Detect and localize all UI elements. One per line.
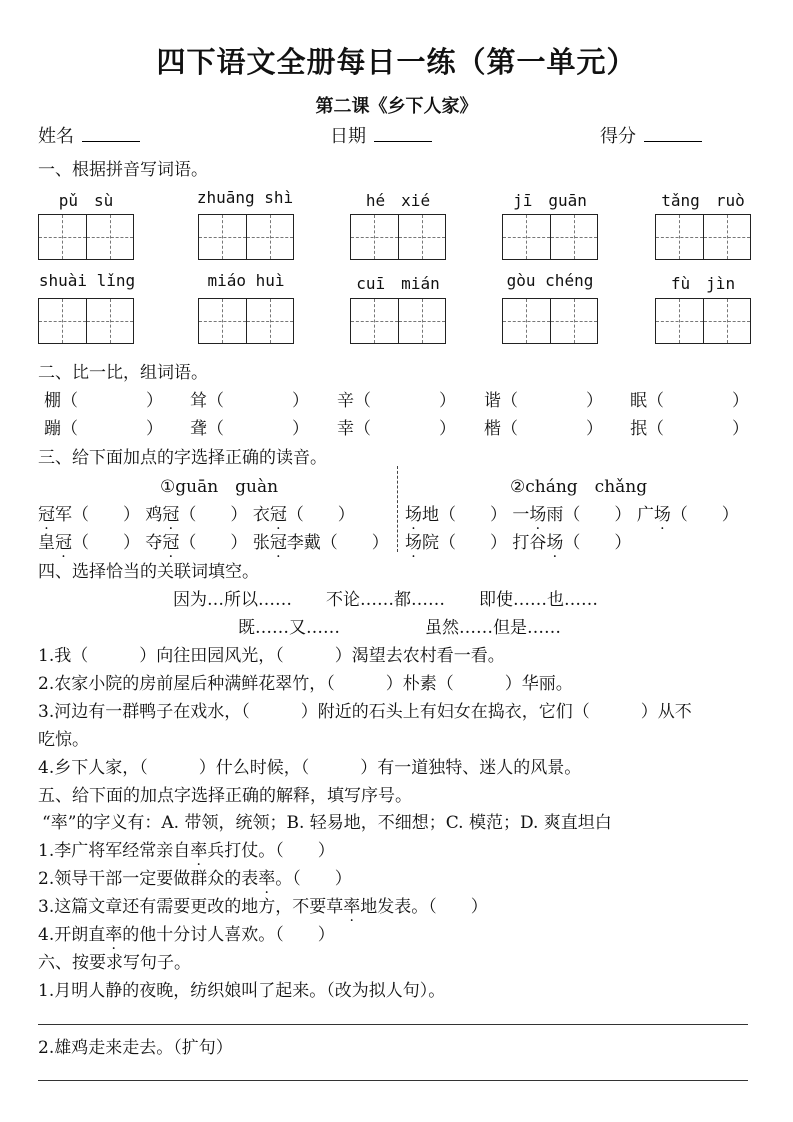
- fill-question[interactable]: 1.我（ ）向往田园风光，（ ）渴望去农村看一看。: [38, 646, 505, 666]
- answer-line[interactable]: [38, 1080, 748, 1081]
- reading-item-row[interactable]: 场地（ ） 一场雨（ ） 广场（ ）: [405, 505, 739, 525]
- compare-item[interactable]: 耸（ ）: [190, 391, 309, 411]
- pinyin-label: pǔ sù: [58, 191, 114, 210]
- fill-question[interactable]: 4.乡下人家，（ ）什么时候，（ ）有一道独特、迷人的风景。: [38, 758, 582, 778]
- conjunction-options: 既……又…… 虽然……但是……: [238, 618, 561, 638]
- reading-item-row[interactable]: 场院（ ） 打谷场（ ）: [405, 533, 632, 553]
- score-field[interactable]: 得分: [600, 122, 702, 148]
- lesson-subtitle: 第二课《乡下人家》: [315, 96, 478, 117]
- answer-line[interactable]: [38, 1024, 748, 1025]
- compare-item[interactable]: 眠（ ）: [630, 391, 749, 411]
- section-6-heading: 六、按要求写句子。: [38, 953, 191, 973]
- definition-list: “率”的字义有：A. 带领，统领；B. 轻易地，不细想；C. 模范；D. 爽直坦白: [42, 813, 612, 833]
- pinyin-label: hé xié: [365, 191, 431, 210]
- writing-grid[interactable]: [502, 298, 598, 344]
- pinyin-label: cuī mián: [356, 274, 440, 293]
- name-field[interactable]: 姓名: [38, 122, 140, 148]
- column-divider: [397, 466, 398, 552]
- section-3-heading: 三、给下面加点的字选择正确的读音。: [38, 448, 327, 468]
- writing-grid[interactable]: [350, 298, 446, 344]
- meaning-question[interactable]: 2.领导干部一定要做群众的表率。（ ）: [38, 869, 352, 889]
- reading-options-left: ①guān guàn: [160, 477, 279, 497]
- compare-item[interactable]: 辛（ ）: [337, 391, 456, 411]
- meaning-question[interactable]: 1.李广将军经常亲自率兵打仗。（ ）: [38, 841, 335, 861]
- writing-grid[interactable]: [502, 214, 598, 260]
- pinyin-label: miáo huì: [207, 271, 285, 290]
- reading-options-right: ②cháng chǎng: [510, 477, 648, 497]
- writing-grid[interactable]: [38, 214, 134, 260]
- meaning-question[interactable]: 3.这篇文章还有需要更改的地方，不要草率地发表。（ ）: [38, 897, 488, 917]
- pinyin-label: gòu chéng: [506, 271, 594, 290]
- compare-item[interactable]: 聋（ ）: [190, 419, 309, 439]
- pinyin-label: shuài lǐng: [38, 271, 136, 290]
- compare-item[interactable]: 谐（ ）: [484, 391, 603, 411]
- section-1-heading: 一、根据拼音写词语。: [38, 160, 208, 180]
- compare-item[interactable]: 棚（ ）: [44, 391, 163, 411]
- section-4-heading: 四、选择恰当的关联词填空。: [38, 562, 259, 582]
- compare-item[interactable]: 楷（ ）: [484, 419, 603, 439]
- pinyin-label: jī guān: [513, 191, 587, 210]
- writing-grid[interactable]: [38, 298, 134, 344]
- writing-grid[interactable]: [655, 214, 751, 260]
- section-5-heading: 五、给下面的加点字选择正确的解释，填写序号。: [38, 786, 412, 806]
- compare-item[interactable]: 抿（ ）: [630, 419, 749, 439]
- pinyin-label: fù jìn: [670, 274, 736, 293]
- section-2-heading: 二、比一比，组词语。: [38, 363, 208, 383]
- pinyin-label: zhuāng shì: [196, 188, 294, 207]
- sentence-question: 2.雄鸡走来走去。（扩句）: [38, 1038, 233, 1058]
- sentence-question: 1.月明人静的夜晚，纺织娘叫了起来。（改为拟人句）。: [38, 981, 446, 1001]
- conjunction-options: 因为…所以…… 不论……都…… 即使……也……: [173, 590, 598, 610]
- fill-question-continued: 吃惊。: [38, 730, 89, 750]
- fill-question[interactable]: 2.农家小院的房前屋后种满鲜花翠竹，（ ）朴素（ ）华丽。: [38, 674, 573, 694]
- pinyin-label: tǎng ruò: [661, 191, 745, 210]
- compare-item[interactable]: 幸（ ）: [337, 419, 456, 439]
- writing-grid[interactable]: [198, 298, 294, 344]
- page-title: 四下语文全册每日一练（第一单元）: [156, 45, 637, 79]
- compare-item[interactable]: 蹦（ ）: [44, 419, 163, 439]
- writing-grid[interactable]: [350, 214, 446, 260]
- writing-grid[interactable]: [655, 298, 751, 344]
- meaning-question[interactable]: 4.开朗直率的他十分讨人喜欢。（ ）: [38, 925, 335, 945]
- date-field[interactable]: 日期: [330, 122, 432, 148]
- reading-item-row[interactable]: 皇冠（ ） 夺冠（ ） 张冠李戴（ ）: [38, 533, 389, 553]
- fill-question[interactable]: 3.河边有一群鸭子在戏水，（ ）附近的石头上有妇女在捣衣，它们（ ）从不: [38, 702, 692, 722]
- writing-grid[interactable]: [198, 214, 294, 260]
- reading-item-row[interactable]: 冠军（ ） 鸡冠（ ） 衣冠（ ）: [38, 505, 355, 525]
